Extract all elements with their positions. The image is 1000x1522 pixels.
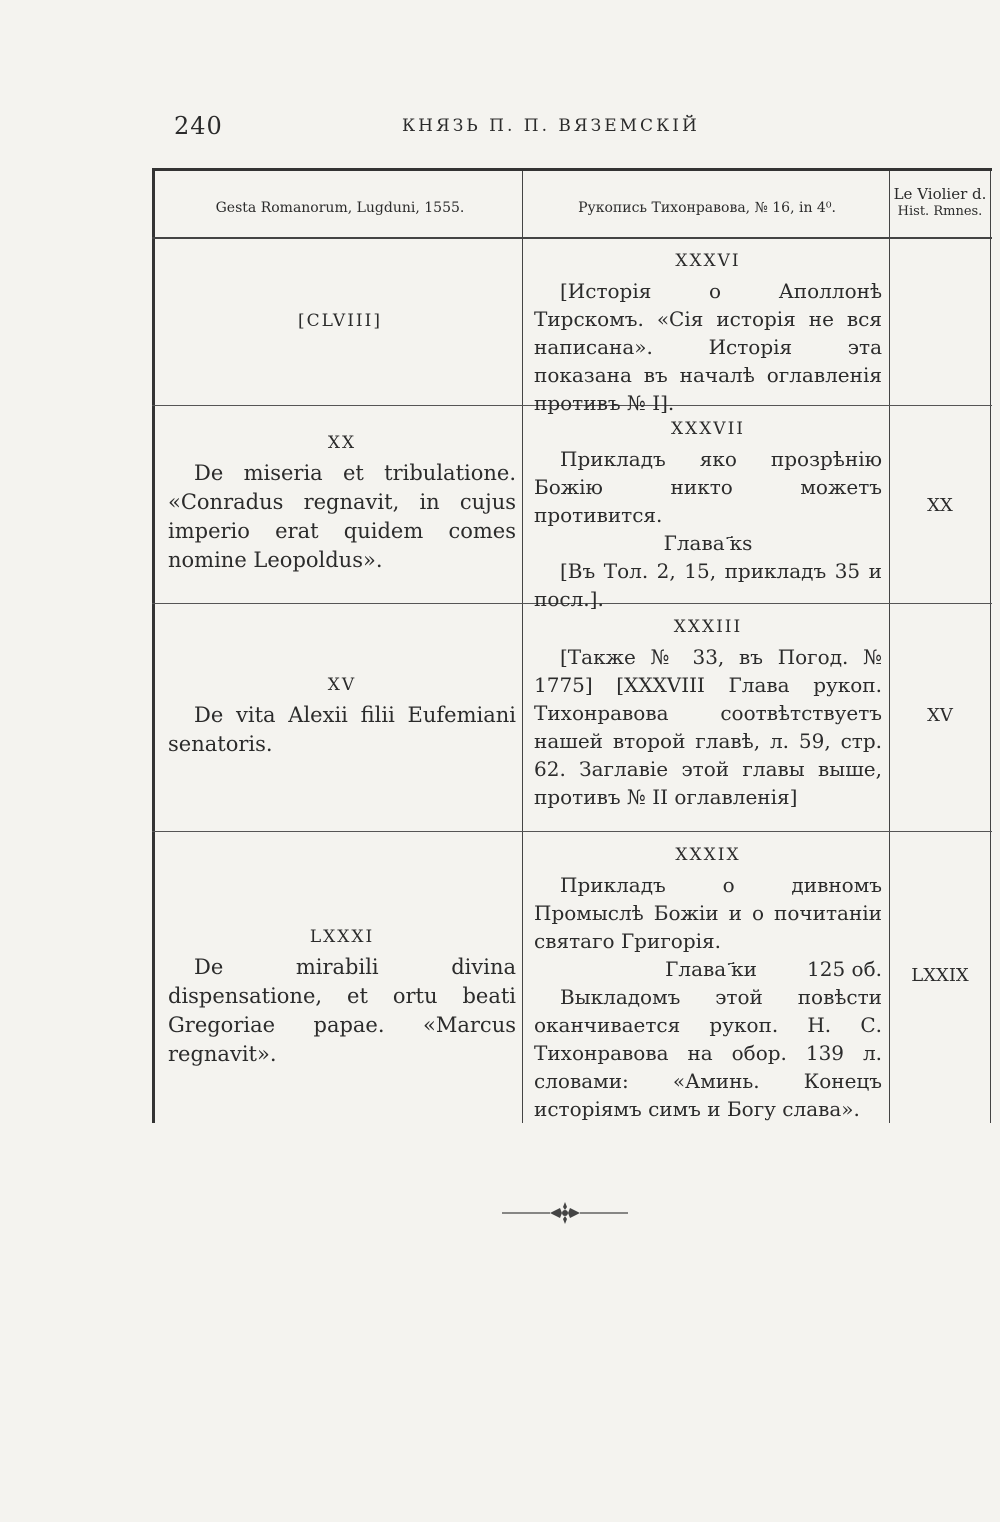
row1-gesta-cell — [162, 311, 518, 337]
row2-manuscript-note: [Въ Тол. 2, 15, прикладъ 35 и посл.]. — [534, 559, 882, 611]
row3-gesta-cell — [168, 675, 516, 759]
row2-manuscript-cell — [534, 419, 882, 613]
column-header-gesta: Gesta Romanorum, Lugduni, 1555. — [215, 200, 465, 216]
ornament-divider — [500, 1198, 630, 1228]
header-divider — [152, 237, 992, 239]
violier-header-line1: Le Violier d. — [893, 185, 987, 203]
row4-manuscript-chapter-line — [534, 955, 882, 983]
row3-manuscript-cell — [534, 617, 882, 811]
row4-manuscript-text: Прикладъ о дивномъ Промыслѣ Божіи и о почитаніи святаго Григорія. — [534, 873, 882, 953]
column-divider-1 — [522, 171, 523, 1123]
table-border-left — [152, 171, 155, 1123]
row4-manuscript-chapter: Глава ҃ки — [665, 957, 758, 981]
row1-manuscript-cell — [534, 251, 882, 417]
column-divider-3 — [990, 171, 991, 1123]
row3-gesta-number: XV — [327, 675, 357, 695]
running-title: КНЯЗЬ П. П. ВЯЗЕМСКІЙ — [402, 116, 700, 136]
row3-manuscript-text: [Также № 33, въ Погод. № 1775] [XXXVIII Глава рукоп. Тихонравова соотвѣтствуетъ нашей второй главѣ, л. 59, стр. 62. Заглавіе этой главы выше, противъ № II оглавленія] — [534, 645, 882, 809]
row1-gesta-number: [CLVIII] — [298, 311, 382, 331]
row2-manuscript-text: Прикладъ яко прозрѣнію Божію никто можетъ противится. — [534, 447, 882, 527]
comparison-table — [152, 168, 992, 1123]
column-header-manuscript: Рукопись Тихонравова, № 16, in 4⁰. — [578, 200, 836, 216]
row-divider-3 — [152, 831, 992, 832]
row4-gesta-number: LXXXI — [309, 927, 375, 947]
row3-violier-number: XV — [927, 705, 953, 726]
row2-gesta-number: XX — [327, 433, 357, 453]
row4-gesta-text: De mirabili divina dispensatione, et ortu beati Gregoriae papae. «Marcus regnavit». — [168, 955, 516, 1066]
row4-manuscript-cell — [534, 845, 882, 1123]
row2-violier-number: XX — [927, 495, 953, 516]
row4-violier-number: LXXIX — [911, 965, 969, 986]
violier-header-line2: Hist. Rmnes. — [897, 204, 983, 219]
row4-manuscript-number: XXXIX — [675, 845, 741, 865]
column-header-violier — [892, 185, 988, 221]
row4-manuscript-chapter-ref: 125 об. — [807, 957, 882, 981]
column-divider-2 — [889, 171, 890, 1123]
row2-gesta-text: De miseria et tribulatione. «Conradus regnavit, in cujus imperio erat quidem comes nomine Leopoldus». — [168, 461, 516, 572]
row2-manuscript-number: XXXVII — [670, 419, 745, 439]
row4-gesta-cell — [168, 927, 516, 1069]
row3-manuscript-number: XXXIII — [673, 617, 743, 637]
row1-manuscript-text: [Исторія о Аполлонѣ Тирскомъ. «Сія исторія не вся написана». Исторія эта показана въ началѣ оглавленія противъ № I]. — [534, 279, 882, 415]
row1-manuscript-number: XXXVI — [675, 251, 741, 271]
row4-manuscript-note: Выкладомъ этой повѣсти оканчивается рукоп. Н. С. Тихонравова на обор. 139 л. словами: «Аминь. Конецъ исторіямъ симъ и Богу слава». — [534, 985, 882, 1121]
page-number: 240 — [174, 112, 223, 140]
row2-gesta-cell — [168, 433, 516, 575]
page-header — [174, 112, 894, 142]
row2-manuscript-chapter: Глава ҃кѕ — [663, 531, 753, 555]
row3-gesta-text: De vita Alexii filii Eufemiani senatoris. — [168, 703, 516, 756]
